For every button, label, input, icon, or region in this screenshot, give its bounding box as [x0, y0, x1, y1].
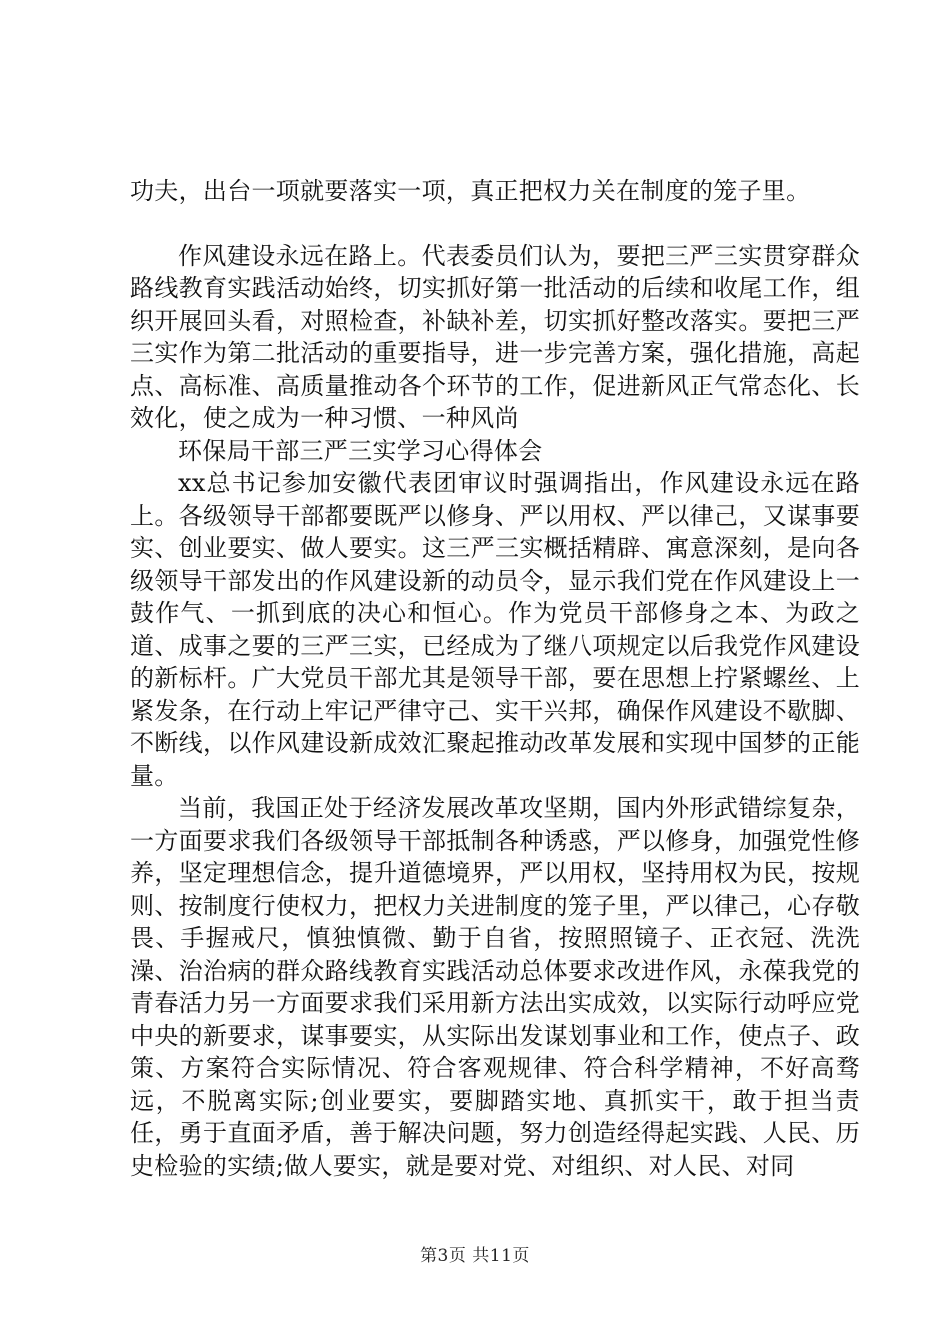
paragraph-continuation: 功夫，出台一项就要落实一项，真正把权力关在制度的笼子里。 — [130, 177, 811, 205]
paragraph-style-building: 作风建设永远在路上。代表委员们认为，要把三严三实贯穿群众路线教育实践活动始终，切实抓好第一批活动的后续和收尾工作，组织开展回头看，对照检查，补缺补差，切实抓好整改落实。要把三严三实作为第二批活动的重要指导，进一步完善方案，强化措施，高起点、高标准、高质量推动各个环节的工作，促进新风正气常态化、长效化，使之成为一种习惯、一种风尚 — [130, 241, 860, 432]
document-body — [130, 175, 860, 1182]
page-number-footer: 第3页 共11页 — [420, 1246, 530, 1266]
paragraph-current-situation: 当前，我国正处于经济发展改革攻坚期，国内外形武错综复杂，一方面要求我们各级领导干部抵制各种诱惑，严以修身，加强党性修养，坚定理想信念，提升道德境界，严以用权，坚持用权为民，按规则、按制度行使权力，把权力关进制度的笼子里，严以律己，心存敬畏、手握戒尺，慎独慎微、勤于自省，按照照镜子、正衣冠、洗洗澡、治治病的群众路线教育实践活动总体要求改进作风，永葆我党的青春活力另一方面要求我们采用新方法出实成效，以实际行动呼应党中央的新要求，谋事要实，从实际出发谋划事业和工作，使点子、政策、方案符合实际情况、符合客观规律、符合科学精神，不好高骛远，不脱离实际;创业要实，要脚踏实地、真抓实干，敢于担当责任，勇于直面矛盾，善于解决问题，努力创造经得起实践、人民、历史检验的实绩;做人要实，就是要对党、对组织、对人民、对同 — [130, 794, 860, 1180]
paragraph-gap — [130, 208, 860, 240]
section-title: 环保局干部三严三实学习心得体会 — [178, 436, 543, 465]
paragraph-xx-speech: xx总书记参加安徽代表团审议时强调指出，作风建设永远在路上。各级领导干部都要既严以修身、严以用权、严以律己，又谋事要实、创业要实、做人要实。这三严三实概括精辟、寓意深刻，是向各级领导干部发出的作风建设新的动员令，显示我们党在作风建设上一鼓作气、一抓到底的决心和恒心。作为党员干部修身之本、为政之道、成事之要的三严三实，已经成为了继八项规定以后我党作风建设的新标杆。广大党员干部尤其是领导干部，要在思想上拧紧螺丝、上紧发条，在行动上牢记严律守己、实干兴邦，确保作风建设不歇脚、不断线，以作风建设新成效汇聚起推动改革发展和实现中国梦的正能量。 — [130, 469, 860, 790]
